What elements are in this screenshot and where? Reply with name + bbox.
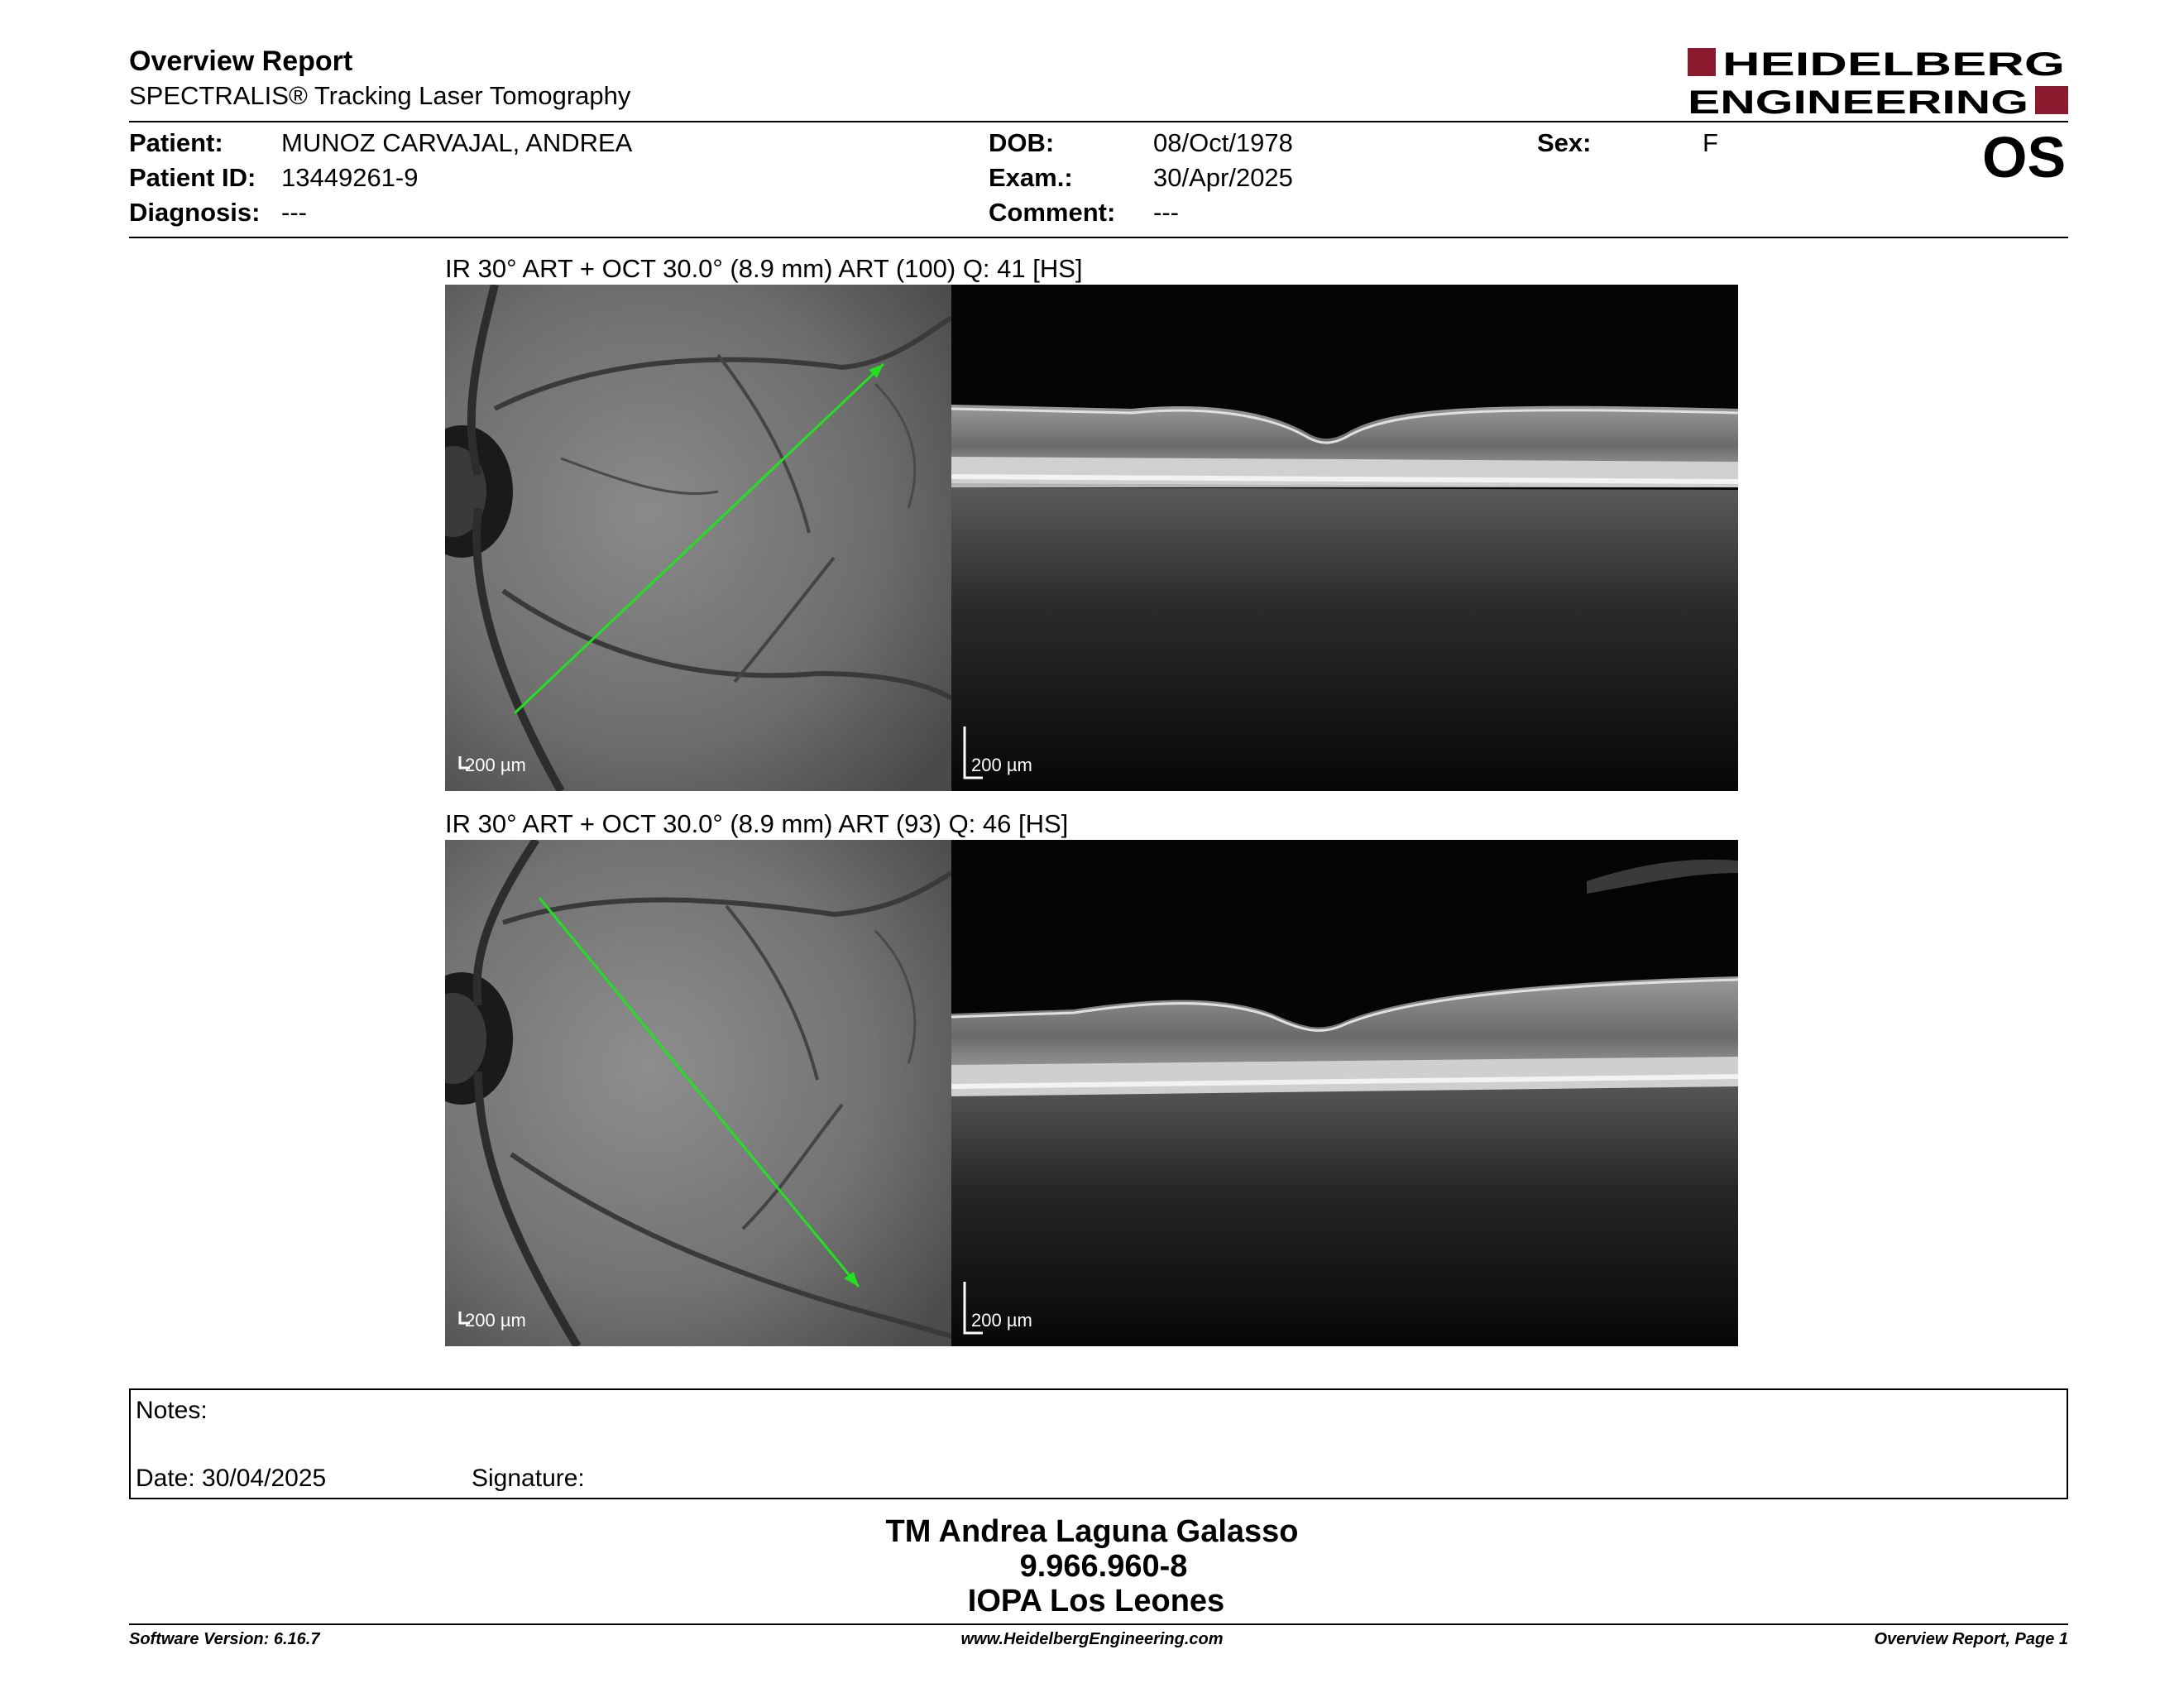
notes-date: Date: 30/04/2025 <box>136 1465 327 1492</box>
scan-1-caption: IR 30° ART + OCT 30.0° (8.9 mm) ART (100) Q: 41 [HS] <box>445 254 1083 283</box>
patient-name: MUNOZ CARVAJAL, ANDREA <box>281 128 633 157</box>
logo-line-2: ENGINEERING <box>1688 84 2028 117</box>
dob-value: 08/Oct/1978 <box>1153 128 1293 157</box>
logo-line-1: HEIDELBERG <box>1722 46 2065 83</box>
report-subtitle: SPECTRALIS® Tracking Laser Tomography <box>129 81 631 110</box>
page-number: Overview Report, Page 1 <box>1874 1630 2068 1648</box>
patient-label: Patient: <box>129 128 223 157</box>
oct-bscan-1 <box>951 285 1738 791</box>
diagnosis-label: Diagnosis: <box>129 198 261 227</box>
sex-value: F <box>1703 128 1718 157</box>
scan-1-images <box>445 285 1738 791</box>
fundus-image-2 <box>445 840 951 1346</box>
sex-label: Sex: <box>1537 128 1592 157</box>
heidelberg-logo <box>1688 45 2068 117</box>
signatory-id: 9.966.960-8 <box>1019 1549 1188 1584</box>
scan-1-panel <box>445 285 1738 791</box>
header-rule-top <box>129 121 2068 122</box>
oct-scale-label-2: 200 µm <box>971 1310 1032 1331</box>
signatory-institution: IOPA Los Leones <box>967 1584 1225 1618</box>
software-version: Software Version: 6.16.7 <box>129 1630 320 1648</box>
oct-scale-label-1: 200 µm <box>971 755 1032 775</box>
footer-rule <box>129 1623 2068 1625</box>
header-rule-bottom <box>129 237 2068 238</box>
logo-square-top <box>1688 48 1716 76</box>
dob-label: DOB: <box>989 128 1055 157</box>
scan-2-panel <box>445 840 1738 1346</box>
logo-square-bottom <box>2035 86 2068 114</box>
comment-value: --- <box>1153 198 1179 227</box>
scan-2-caption: IR 30° ART + OCT 30.0° (8.9 mm) ART (93) Q: 46 [HS] <box>445 809 1069 838</box>
exam-value: 30/Apr/2025 <box>1153 163 1293 192</box>
comment-label: Comment: <box>989 198 1116 227</box>
diagnosis-value: --- <box>281 198 307 227</box>
fundus-image-1 <box>445 285 951 791</box>
exam-label: Exam.: <box>989 163 1073 192</box>
signatory-name: TM Andrea Laguna Galasso <box>885 1514 1299 1549</box>
fundus-scale-label-2: 200 µm <box>465 1310 526 1331</box>
patient-id-value: 13449261-9 <box>281 163 419 192</box>
website-link[interactable]: www.HeidelbergEngineering.com <box>960 1630 1224 1648</box>
patient-id-label: Patient ID: <box>129 163 256 192</box>
fundus-scale-label-1: 200 µm <box>465 755 526 775</box>
scan-2-images <box>445 840 1738 1346</box>
notes-box[interactable] <box>129 1388 2068 1499</box>
eye-side-label: OS <box>1982 125 2067 189</box>
notes-label: Notes: <box>136 1397 208 1424</box>
signature-label: Signature: <box>472 1465 585 1492</box>
report-title: Overview Report <box>129 46 353 77</box>
oct-bscan-2 <box>951 840 1738 1346</box>
